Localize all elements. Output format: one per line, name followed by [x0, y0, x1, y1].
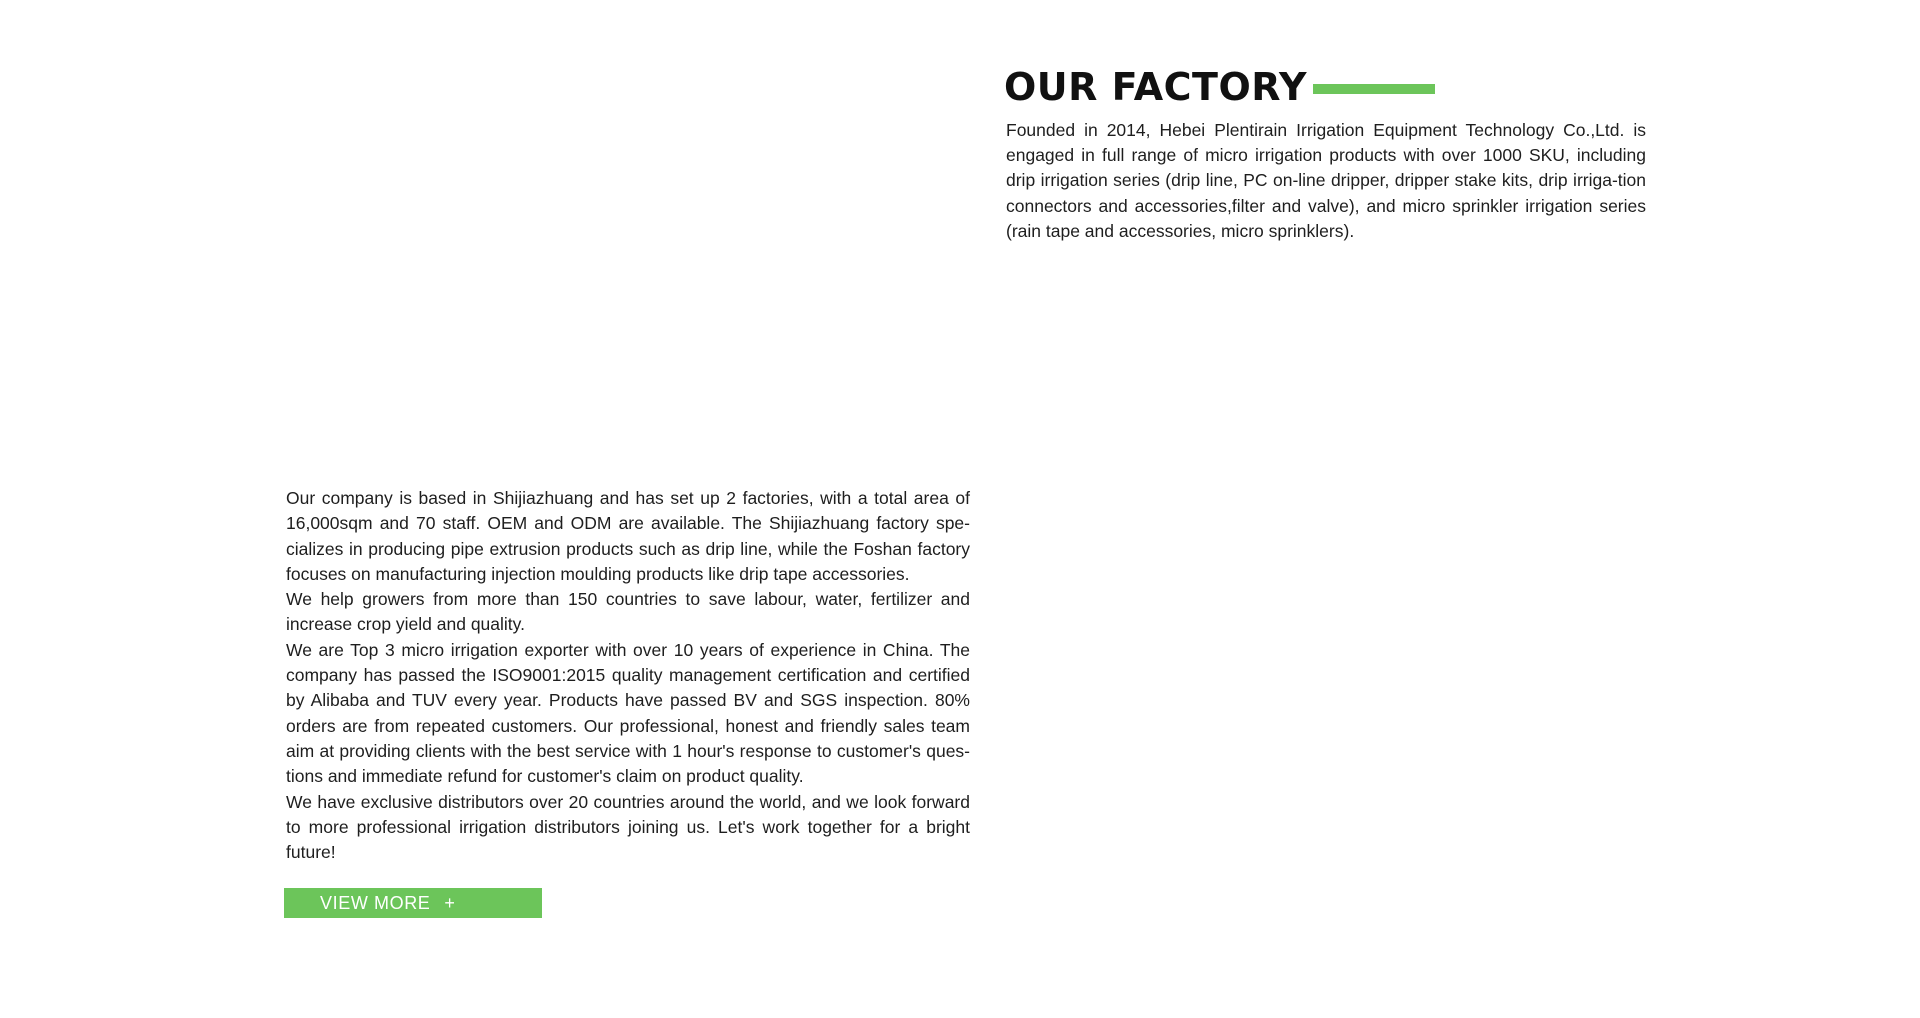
company-paragraph: Our company is based in Shijiazhuang and has set up 2 factories, with a total area of 16,000sqm and 70 staff. OEM and ODM are available. The Shijiazhuang factory spe-cializes in producing pipe extrusion products such as drip line, while the Foshan factory focuses on manufacturing injection moulding products like drip tape accessories. — [286, 488, 970, 584]
company-paragraph: We are Top 3 micro irrigation exporter with over 10 years of experience in China. The company has passed the ISO9001:2015 quality management certification and certified by Alibaba and TUV every year. Products have passed BV and SGS inspection. 80% orders are from repeated customers. Our professional, honest and friendly sales team aim at providing clients with the best service with 1 hour's response to customer's ques-tions and immediate refund for customer's claim on product quality. — [286, 639, 970, 787]
factory-image-right — [1006, 270, 1646, 910]
section-header — [1004, 62, 1435, 112]
view-more-label: VIEW MORE — [320, 892, 431, 913]
plus-icon: + — [444, 892, 456, 913]
title-accent-bar — [1313, 84, 1435, 94]
company-paragraph: We help growers from more than 150 countries to save labour, water, fertilizer and increase crop yield and quality. — [286, 589, 970, 635]
intro-paragraph: Founded in 2014, Hebei Plentirain Irrigation Equipment Technology Co.,Ltd. is engaged in full range of micro irrigation products with over 1000 SKU, including drip irrigation series (drip line, PC on-line dripper, dripper stake kits, drip irriga-tion connectors and accessories,filter and valve), and micro sprinkler irrigation series (rain tape and accessories, micro sprinklers). — [1006, 120, 1646, 241]
page-title: OUR FACTORY — [1004, 65, 1307, 109]
factory-image-left — [286, 40, 974, 460]
company-description — [286, 486, 970, 865]
company-paragraph: We have exclusive distributors over 20 countries around the world, and we look forward to more professional irrigation distributors joining us. Let's work together for a bright future! — [286, 791, 970, 863]
view-more-button[interactable] — [284, 888, 542, 918]
